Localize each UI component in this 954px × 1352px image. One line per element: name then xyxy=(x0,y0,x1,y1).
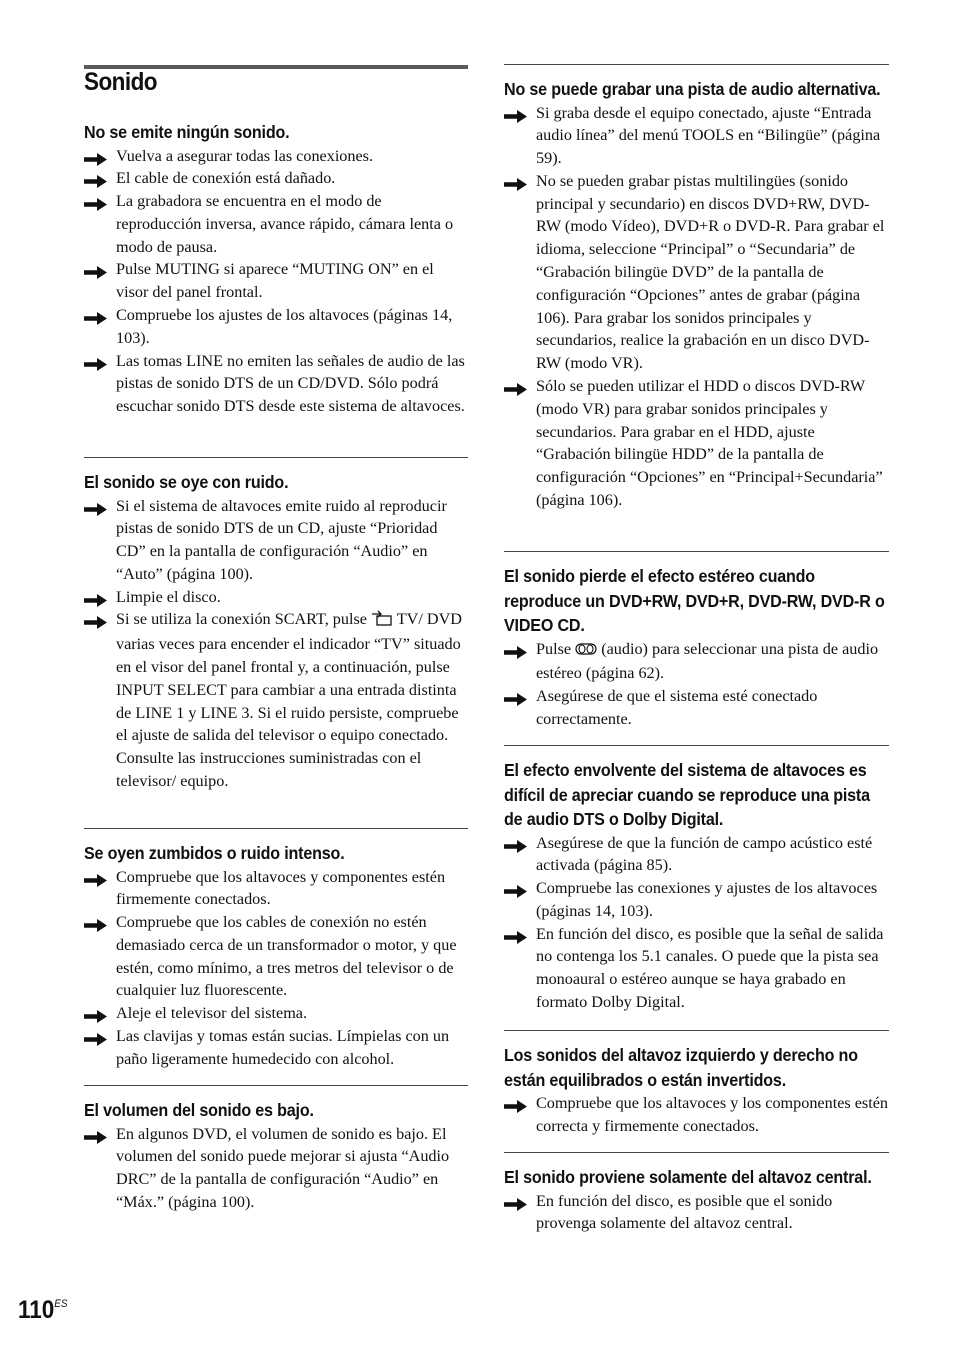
page-title: Sonido xyxy=(84,68,157,96)
arrow-right-icon xyxy=(84,916,107,929)
trouble-block-el-sonido-pierde-el-efecto-estereo-cuand xyxy=(504,551,889,731)
arrow-right-icon xyxy=(504,1097,527,1110)
remedy-item xyxy=(504,832,889,878)
arrow-right-icon xyxy=(84,150,107,163)
remedy-item xyxy=(84,190,468,258)
remedy-item xyxy=(84,1025,468,1071)
remedy-text: Compruebe que los cables de conexión no estén demasiado cerca de un transformador o motor, y que estén, como mínimo, a tres metros del televisor o de cualquier luz fluorescente. xyxy=(116,913,457,1000)
remedy-text: Las clavijas y tomas están sucias. Límpielas con un paño ligeramente humedecido con alcohol. xyxy=(116,1027,450,1068)
arrow-right-icon xyxy=(504,1195,527,1208)
remedy-item xyxy=(84,1123,468,1214)
remedy-text: Compruebe que los altavoces y los componentes estén correcta y firmemente conectados. xyxy=(536,1094,888,1135)
block-heading: El sonido se oye con ruido. xyxy=(84,472,289,492)
arrow-right-icon xyxy=(84,1007,107,1020)
arrow-right-icon xyxy=(84,591,107,604)
remedy-text: Vuelva a asegurar todas las conexiones. xyxy=(116,146,374,165)
remedy-item xyxy=(84,866,468,912)
remedy-item xyxy=(504,877,889,923)
arrow-right-icon xyxy=(504,643,527,656)
arrow-right-icon xyxy=(84,613,107,626)
trouble-block-el-volumen-del-sonido-es-bajo xyxy=(84,1085,468,1214)
remedy-text: (audio) para seleccionar una pista de audio estéreo (página 62). xyxy=(536,639,879,683)
page-number-value: 110 xyxy=(18,1296,55,1324)
remedy-text: En función del disco, es posible que el sonido provenga solamente del altavoz central. xyxy=(536,1191,833,1233)
remedy-text: Asegúrese de que el sistema esté conectado correctamente. xyxy=(536,687,818,728)
block-heading: El sonido pierde el efecto estéreo cuando reproduce un DVD+RW, DVD+R, DVD-RW, DVD-R o VIDEO CD. xyxy=(504,566,885,635)
remedy-text: El cable de conexión está dañado. xyxy=(116,169,336,188)
remedy-item xyxy=(84,258,468,304)
remedy-item xyxy=(84,608,468,792)
remedy-text: Si el sistema de altavoces emite ruido al reproducir pistas de sonido DTS de un CD, ajuste “Prioridad CD” en la pantalla de configuración “Audio” en “Auto” (página 100). xyxy=(116,496,447,583)
remedy-text: No se pueden grabar pistas multilingües (sonido principal y secundario) en discos DVD+RW, DVD-RW (modo Vídeo), DVD+R o DVD-R. Para grabar el idioma, seleccione “Principal” o “Secundaria” de “Grabación bilingüe DVD” de la pantalla de configuración “Opciones” antes de grabar (página 106). Para grabar los sonidos principales y secundarios, realice la grabación en un disco DVD-RW (modo VR). xyxy=(536,171,885,373)
block-heading: El efecto envolvente del sistema de altavoces es difícil de apreciar cuando se reproduce una pista de audio DTS o Dolby Digital. xyxy=(504,760,870,829)
arrow-right-icon xyxy=(504,690,527,703)
remedy-text: Si se utiliza la conexión SCART, pulse xyxy=(116,610,371,629)
remedy-text: La grabadora se encuentra en el modo de reproducción inversa, avance rápido, cámara lenta o modo de pausa. xyxy=(116,192,454,256)
block-heading: Los sonidos del altavoz izquierdo y derecho no están equilibrados o están invertidos. xyxy=(504,1045,858,1090)
remedy-item xyxy=(504,170,889,375)
arrow-right-icon xyxy=(84,172,107,185)
trouble-block-se-oyen-zumbidos-o-ruido-intenso xyxy=(84,828,468,1071)
remedy-text: Si graba desde el equipo conectado, ajuste “Entrada audio línea” del menú TOOLS en “Bilingüe” (página 59). xyxy=(536,103,881,168)
remedy-item xyxy=(504,102,889,170)
page-language: ES xyxy=(54,1298,68,1310)
arrow-right-icon xyxy=(504,882,527,895)
arrow-right-icon xyxy=(84,263,107,276)
arrow-right-icon xyxy=(84,500,107,513)
remedy-text: Compruebe que los altavoces y componentes estén firmemente conectados. xyxy=(116,867,446,909)
block-heading: No se emite ningún sonido. xyxy=(84,122,290,142)
input-select-icon xyxy=(371,610,393,633)
arrow-right-icon xyxy=(84,355,107,368)
remedy-item xyxy=(84,495,468,586)
remedy-text: Las tomas LINE no emiten las señales de audio de las pistas de sonido DTS de un CD/DVD. Sólo podrá escuchar sonido DTS desde este sistema de altavoces. xyxy=(116,351,465,416)
block-heading: El volumen del sonido es bajo. xyxy=(84,1100,314,1120)
arrow-right-icon xyxy=(504,175,527,188)
trouble-block-el-sonido-se-oye-con-ruido xyxy=(84,457,468,793)
remedy-text: Compruebe las conexiones y ajustes de los altavoces (páginas 14, 103). xyxy=(536,879,878,920)
block-heading: El sonido proviene solamente del altavoz central. xyxy=(504,1167,872,1187)
trouble-block-no-se-emite-ningun-sonido xyxy=(84,108,468,418)
remedy-text: En función del disco, es posible que la señal de salida no contenga los 5.1 canales. O puede que la pista sea monoaural o estéreo aunque se haya grabado en formato Dolby Digital. xyxy=(536,924,884,1012)
remedy-text: Aleje el televisor del sistema. xyxy=(116,1004,308,1023)
audio-icon xyxy=(575,640,597,663)
remedy-item xyxy=(84,167,468,190)
arrow-right-icon xyxy=(504,928,527,941)
arrow-right-icon xyxy=(84,1128,107,1141)
remedy-item xyxy=(504,638,889,686)
remedy-item xyxy=(504,1092,889,1138)
remedy-text: Compruebe los ajustes de los altavoces (páginas 14, 103). xyxy=(116,306,453,347)
remedy-text: TV/ DVD varias veces para encender el indicador “TV” situado en el visor del panel frontal y, a continuación, pulse INPUT SELECT para cambiar a una entrada distinta de LINE 1 y LINE 3. Si el ruido persiste, compruebe el ajuste de salida del televisor o equipo conectado. Consulte las instrucciones suministradas con el televisor/ equipo. xyxy=(116,610,462,791)
remedy-item xyxy=(84,586,468,609)
trouble-block-los-sonidos-del-altavoz-izquierdo-y-dere xyxy=(504,1030,889,1138)
remedy-item xyxy=(504,1190,889,1236)
remedy-item xyxy=(84,350,468,418)
arrow-right-icon xyxy=(504,380,527,393)
remedy-item xyxy=(504,923,889,1014)
trouble-block-no-se-puede-grabar-una-pista-de-audio-al xyxy=(504,64,889,512)
remedy-item xyxy=(84,145,468,168)
remedy-text: En algunos DVD, el volumen de sonido es bajo. El volumen del sonido puede mejorar si ajusta “Audio DRC” de la pantalla de configuración “Audio” en “Máx.” (página 100). xyxy=(116,1124,450,1211)
block-heading: No se puede grabar una pista de audio alternativa. xyxy=(504,79,881,99)
arrow-right-icon xyxy=(84,871,107,884)
remedy-text: Sólo se pueden utilizar el HDD o discos DVD-RW (modo VR) para grabar sonidos principales y secundarios. Para grabar en el HDD, ajuste “Grabación bilingüe HDD” de la pantalla de configuración “Opciones” en “Principal+Secundaria” (página 106). xyxy=(536,377,883,510)
arrow-right-icon xyxy=(504,107,527,120)
remedy-item xyxy=(84,1002,468,1025)
remedy-text: Limpie el disco. xyxy=(116,587,221,606)
remedy-item xyxy=(84,911,468,1002)
remedy-text: Asegúrese de que la función de campo acústico esté activada (página 85). xyxy=(536,833,873,875)
remedy-item xyxy=(504,375,889,512)
block-heading: Se oyen zumbidos o ruido intenso. xyxy=(84,843,345,863)
remedy-item xyxy=(504,685,889,731)
trouble-block-el-sonido-proviene-solamente-del-altavoz xyxy=(504,1152,889,1235)
arrow-right-icon xyxy=(504,837,527,850)
remedy-item xyxy=(84,304,468,350)
arrow-right-icon xyxy=(84,309,107,322)
arrow-right-icon xyxy=(84,195,107,208)
remedy-text: Pulse MUTING si aparece “MUTING ON” en el visor del panel frontal. xyxy=(116,260,434,302)
remedy-text: Pulse xyxy=(536,639,576,658)
trouble-block-el-efecto-envolvente-del-sistema-de-alta xyxy=(504,745,889,1014)
page-number xyxy=(18,1296,68,1325)
arrow-right-icon xyxy=(84,1030,107,1043)
